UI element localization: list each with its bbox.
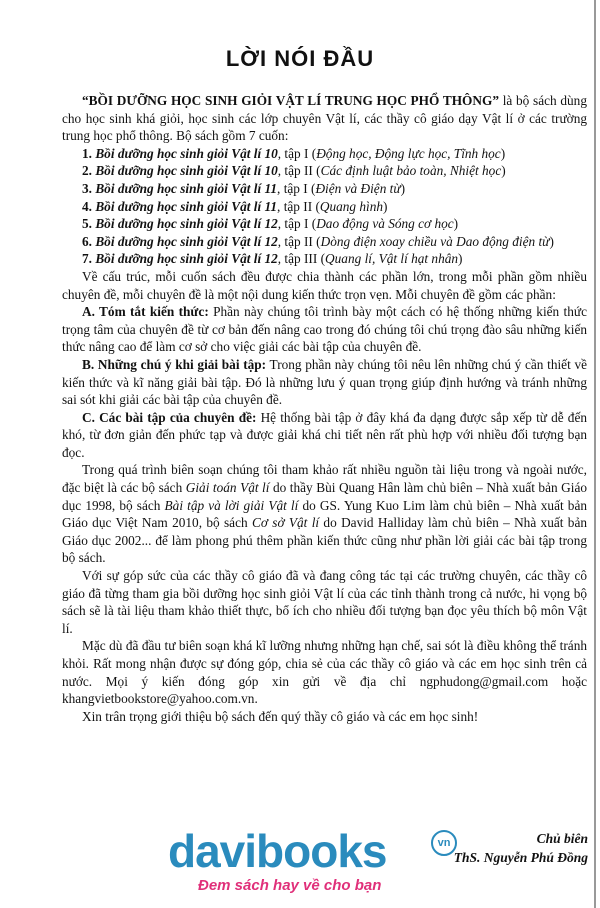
section-a: A. Tóm tắt kiến thức: Phần này chúng tôi trình bày một cách có hệ thống những kiến thức trọng tâm của chuyên đề từ cơ bản đến nâng cao trong đó chúng tôi chú trọng đào sâu những kiến thức nâng cao để làm cơ sở cho việc giải các bài tập của chuyên đề.: [62, 304, 587, 355]
list-item: 7. Bồi dưỡng học sinh giỏi Vật lí 12, tập III (Quang lí, Vật lí hạt nhân): [82, 251, 463, 267]
intro-text: là bộ sách dùng cho học sinh khá giỏi, học sinh các lớp chuyên Vật lí, các thầy cô giáo dạy Vật lí ở các trường trung học phổ thông. Bộ sách gồm 7 cuốn:: [62, 93, 587, 144]
list-item: 2. Bồi dưỡng học sinh giỏi Vật lí 10, tập II (Các định luật bảo toàn, Nhiệt học): [82, 163, 506, 179]
vn-badge-icon: vn: [431, 830, 457, 856]
contributors-paragraph: Với sự góp sức của các thầy cô giáo đã và đang công tác tại các trường chuyên, các thầy cô giáo đã từng tham gia bồi dưỡng học sinh giỏi Vật lí của các tỉnh thành trong cả nước, hi vọng bộ sách sẽ là tài liệu tham khảo thiết thực, bổ ích cho nhiều đối tượng bạn đọc yêu thích bộ môn Vật lí.: [62, 568, 587, 636]
book-list: [62, 145, 587, 268]
list-item: 4. Bồi dưỡng học sinh giỏi Vật lí 11, tập II (Quang hình): [82, 198, 388, 214]
signature-role: Chủ biên: [536, 831, 588, 846]
list-item: 5. Bồi dưỡng học sinh giỏi Vật lí 12, tập I (Dao động và Sóng cơ học): [82, 216, 459, 232]
signature-block: [454, 829, 588, 867]
structure-paragraph: Về cấu trúc, mỗi cuốn sách đều được chia thành các phần lớn, trong mỗi phần gồm nhiều chuyên đề, mỗi chuyên đề là một nội dung kiến thức trọn vẹn. Mỗi chuyên đề gồm các phần:: [62, 268, 587, 302]
section-c: C. Các bài tập của chuyên đề: Hệ thống bài tập ở đây khá đa dạng được sắp xếp từ dễ đến khó, từ đơn giản đến phức tạp và được giải khá chi tiết nên rất phù hợp với nhiều đối tượng bạn đọc.: [62, 409, 587, 460]
page-title: LỜI NÓI ĐẦU: [225, 46, 375, 71]
intro-paragraph: [62, 92, 587, 145]
davibooks-logo: davibooks: [168, 825, 387, 877]
preface-body: [62, 92, 587, 725]
series-title: “BỒI DƯỠNG HỌC SINH GIỎI VẬT LÍ TRUNG HỌC PHỔ THÔNG”: [82, 93, 499, 108]
list-item: 3. Bồi dưỡng học sinh giỏi Vật lí 11, tập I (Điện và Điện từ): [82, 180, 406, 196]
feedback-paragraph: Mặc dù đã đầu tư biên soạn khá kĩ lưỡng nhưng những hạn chế, sai sót là điều không thể tránh khỏi. Rất mong nhận được sự đóng góp, chia sẻ của các thầy cô giáo và các em học sinh trên cả nước. Mọi ý kiến đóng góp xin gửi về địa chỉ ngphudong@gmail.com hoặc khangvietbookstore@yahoo.com.vn.: [62, 638, 587, 707]
page-edge-rule: [594, 0, 596, 908]
signature-name: ThS. Nguyễn Phú Đồng: [453, 850, 588, 865]
logo-tagline: Đem sách hay về cho bạn: [198, 877, 382, 894]
list-item: 1. Bồi dưỡng học sinh giỏi Vật lí 10, tập I (Động học, Động lực học, Tĩnh học): [82, 145, 506, 161]
sources-paragraph: Trong quá trình biên soạn chúng tôi tham khảo rất nhiều nguồn tài liệu trong và ngoài nước, đặc biệt là các bộ sách Giải toán Vật lí do thầy Bùi Quang Hân làm chủ biên – Nhà xuất bản Giáo dục 1998, bộ sách Bài tập và lời giải Vật lí do GS. Yung Kuo Lim làm chủ biên – Nhà xuất bản Giáo dục Việt Nam 2010, bộ sách Cơ sở Vật lí do David Halliday làm chủ biên – Nhà xuất bản Giáo dục 2002... để làm phong phú thêm phần kiến thức cũng như phần lời giải các bài tập trong bộ sách.: [62, 462, 588, 566]
list-item: 6. Bồi dưỡng học sinh giỏi Vật lí 12, tập II (Dòng điện xoay chiều và Dao động điện từ): [82, 233, 554, 249]
section-b: B. Những chú ý khi giải bài tập: Trong phần này chúng tôi nêu lên những chú ý cần thiết về kiến thức và kĩ năng giải bài tập. Đó là những lưu ý quan trọng giúp định hướng và tránh những sai sót khi giải các bài tập của chuyên đề.: [62, 356, 587, 408]
closing-paragraph: Xin trân trọng giới thiệu bộ sách đến quý thầy cô giáo và các em học sinh!: [82, 708, 479, 724]
